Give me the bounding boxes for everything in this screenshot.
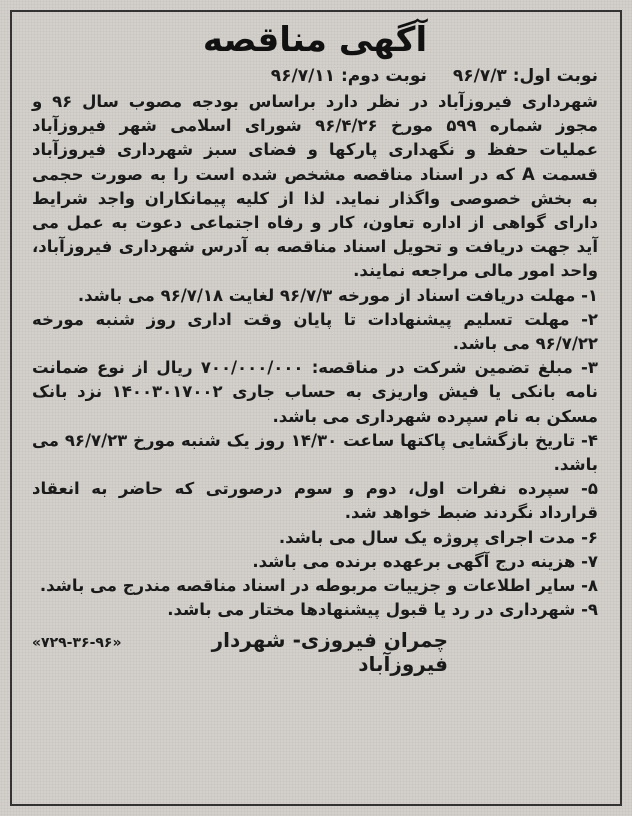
signer-name: چمران فیروزی- شهردار فیروزآباد <box>211 628 448 677</box>
condition-item: ۷- هزینه درج آگهی برعهده برنده می باشد. <box>252 551 598 571</box>
second-round-label: نوبت دوم: <box>340 66 427 86</box>
first-round <box>453 64 598 88</box>
notice-frame <box>10 10 622 806</box>
notice-title: آگهی مناقصه <box>202 20 428 60</box>
signature-row <box>32 628 598 676</box>
second-round-date: ۹۶/۷/۱۱ <box>270 66 336 86</box>
first-round-label: نوبت اول: <box>512 66 598 86</box>
condition-item: ۱- مهلت دریافت اسناد از مورخه ۹۶/۷/۳ لغایت ۹۶/۷/۱۸ می باشد. <box>77 285 598 305</box>
publication-dates <box>32 64 598 88</box>
reference-code: «۷۲۹-۳۶-۹۶» <box>32 635 122 652</box>
condition-item: ۵- سپرده نفرات اول، دوم و سوم درصورتی که حاضر به انعقاد قرارداد نگردند ضبط خواهد شد. <box>32 479 598 523</box>
condition-item: ۲- مهلت تسلیم پیشنهادات تا پایان وقت اداری روز شنبه مورخه ۹۶/۷/۲۲ می باشد. <box>32 309 598 354</box>
second-round <box>271 64 427 88</box>
condition-item: ۶- مدت اجرای پروژه یک سال می باشد. <box>278 527 598 547</box>
condition-item: ۸- سایر اطلاعات و جزییات مربوطه در اسناد مناقصه مندرج می باشد. <box>39 576 598 596</box>
condition-item: ۹- شهرداری در رد یا قبول پیشنهادها مختار می باشد. <box>167 600 598 620</box>
condition-item: ۳- مبلغ تضمین شرکت در مناقصه: ۷۰۰/۰۰۰/۰۰۰ ریال از نوع ضمانت نامه بانکی یا فیش واریزی به حساب جاری ۱۴۰۰۳۰۱۷۰۰۲ نزد بانک مسکن به نام سپرده شهرداری می باشد. <box>32 358 598 426</box>
first-round-date: ۹۶/۷/۳ <box>452 66 507 86</box>
conditions-list <box>32 284 598 623</box>
notice-intro: شهرداری فیروزآباد در نظر دارد براساس بودجه مصوب سال ۹۶ و مجوز شماره ۵۹۹ مورخ ۹۶/۴/۲۶ شورای اسلامی شهر فیروزآباد عملیات حفظ و نگهداری پارکها و فضای سبز شهرداری فیروزآباد قسمت A که در اسناد مناقصه مشخص شده است را به صورت حجمی به بخش خصوصی واگذار نماید. لذا از کلیه پیمانکاران واجد شرایط دارای گواهی از اداره تعاون، کار و رفاه اجتماعی دعوت به عمل می آید جهت دریافت و تحویل اسناد مناقصه به آدرس شهرداری فیروزآباد، واحد امور مالی مراجعه نمایند. <box>32 92 598 281</box>
condition-item: ۴- تاریخ بازگشایی پاکتها ساعت ۱۴/۳۰ روز یک شنبه مورخ ۹۶/۷/۲۳ می باشد. <box>32 430 598 475</box>
